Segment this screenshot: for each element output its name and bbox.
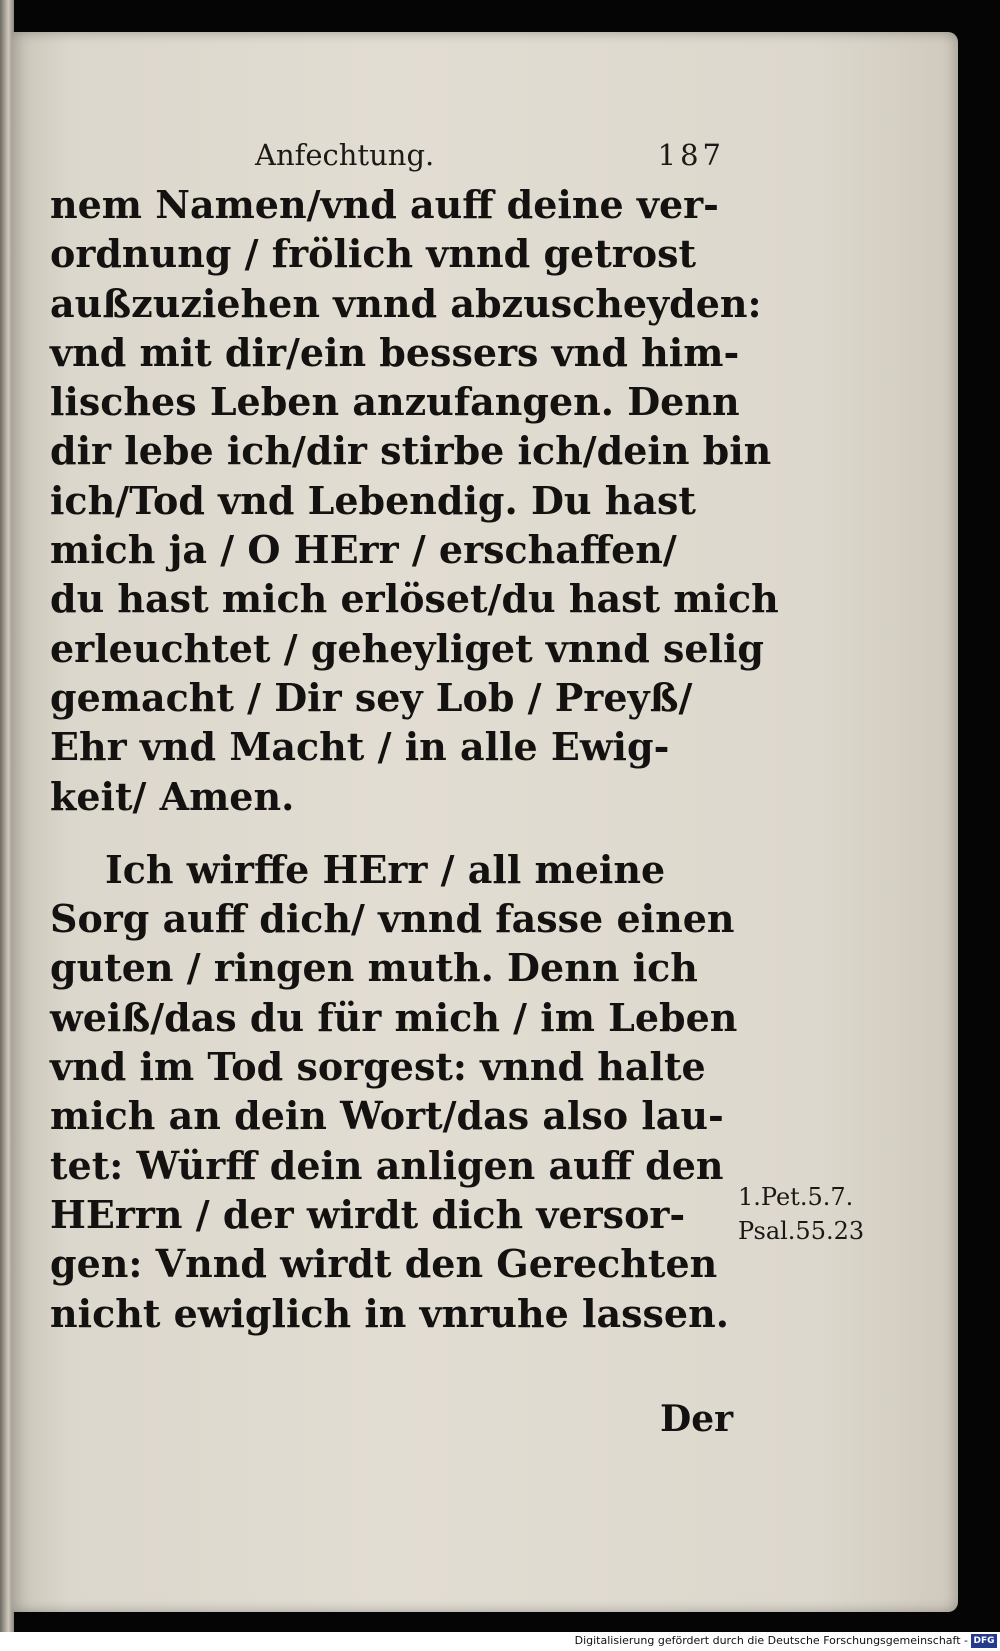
text-line: Sorg auff dich/ vnnd fasse einen [50, 896, 735, 942]
text-line: keit/ Amen. [50, 773, 295, 819]
digitization-footer [0, 1632, 1000, 1651]
text-line: nicht ewiglich in vnruhe lassen. [50, 1290, 729, 1336]
text-line: HErrn / der wirdt dich versor- [50, 1191, 686, 1237]
paragraph-2 [50, 845, 750, 1338]
paragraph-gap [50, 821, 750, 845]
text-line: tet: Würff dein anligen auff den [50, 1142, 724, 1188]
text-line: guten / ringen muth. Denn ich [50, 945, 698, 991]
text-line: vnd im Tod sorgest: vnnd halte [50, 1044, 706, 1090]
marginal-reference [738, 1180, 864, 1248]
text-line: dir lebe ich/dir stirbe ich/dein bin [50, 428, 772, 474]
running-title: Anfechtung. [255, 138, 435, 172]
running-head [255, 138, 725, 178]
text-line: du hast mich erlöset/du hast mich [50, 576, 779, 622]
text-line: erleuchtet / geheyliget vnnd selig [50, 625, 765, 671]
marginal-reference-line: Psal.55.23 [738, 1217, 865, 1245]
text-line: Ehr vnd Macht / in alle Ewig- [50, 724, 670, 770]
text-line: mich an dein Wort/das also lau- [50, 1093, 724, 1139]
text-line: ordnung / frölich vnnd getrost [50, 231, 697, 277]
text-line: mich ja / O HErr / erschaffen/ [50, 527, 677, 573]
paragraph-1 [50, 180, 779, 821]
text-line: gemacht / Dir sey Lob / Preyß/ [50, 674, 693, 720]
page-number: 187 [657, 138, 725, 172]
text-line: gen: Vnnd wirdt den Gerechten [50, 1241, 718, 1287]
text-line: Ich wirffe HErr / all meine [105, 846, 666, 892]
marginal-reference-line: 1.Pet.5.7. [738, 1183, 854, 1211]
dfg-logo: DFG [971, 1634, 997, 1648]
text-line: außzuziehen vnnd abzuscheyden: [50, 280, 762, 326]
text-line: weiß/das du für mich / im Leben [50, 994, 738, 1040]
catchword: Der [660, 1398, 734, 1440]
text-line: ich/Tod vnd Lebendig. Du hast [50, 477, 696, 523]
text-block [50, 180, 779, 1338]
footer-credit: Digitalisierung gefördert durch die Deutsche Forschungsgemeinschaft - [574, 1634, 968, 1647]
text-line: nem Namen/vnd auff deine ver- [50, 182, 719, 227]
text-line: vnd mit dir/ein bessers vnd him- [50, 329, 740, 375]
text-line: lisches Leben anzufangen. Denn [50, 379, 740, 425]
